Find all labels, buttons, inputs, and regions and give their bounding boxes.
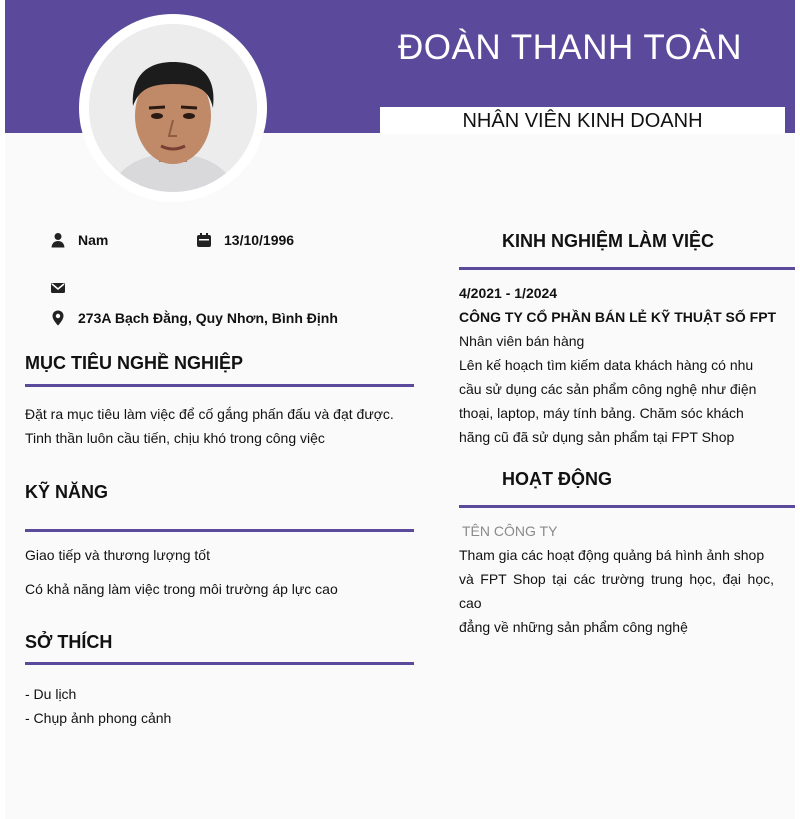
hobby-item: - Du lịch (25, 686, 77, 702)
activity-line: và FPT Shop tại các trường trung học, đại học, cao (459, 571, 774, 611)
birthday-text: 13/10/1996 (224, 232, 295, 248)
experience-position: Nhân viên bán hàng (459, 333, 585, 349)
avatar-ring (79, 14, 267, 202)
skills-title: KỸ NĂNG (25, 482, 109, 502)
job-title-box (380, 107, 785, 134)
calendar-icon (196, 232, 212, 248)
skill-item: Có khả năng làm việc trong môi trường áp lực cao (25, 581, 338, 597)
gender-text: Nam (78, 232, 109, 248)
activity-company-placeholder: TÊN CÔNG TY (462, 523, 558, 539)
experience-period: 4/2021 - 1/2024 (459, 285, 558, 301)
objective-rule (25, 384, 414, 387)
activities-rule (459, 505, 795, 508)
hobby-item: - Chụp ảnh phong cảnh (25, 710, 172, 726)
experience-line: thoại, laptop, máy tính bảng. Chăm sóc khách (459, 405, 744, 421)
address-text: 273A Bạch Đằng, Quy Nhơn, Bình Định (78, 310, 338, 326)
activities-description (459, 543, 774, 639)
experience-description (459, 353, 774, 449)
location-pin-icon (50, 310, 66, 326)
hobbies-title: SỞ THÍCH (25, 632, 113, 652)
activity-line: Tham gia các hoạt động quảng bá hình ảnh shop (459, 547, 765, 563)
hobbies-rule (25, 662, 414, 665)
skills-rule (25, 529, 414, 532)
mail-icon (50, 280, 66, 296)
experience-line: cầu sử dụng các sản phẩm công nghệ như điện (459, 381, 757, 397)
experience-company: CÔNG TY CỔ PHẦN BÁN LẺ KỸ THUẬT SỐ FPT (459, 309, 777, 325)
experience-rule (459, 267, 795, 270)
objective-text (25, 402, 414, 450)
email-row (50, 280, 78, 296)
experience-title: KINH NGHIỆM LÀM VIỆC (502, 231, 715, 251)
person-icon (50, 232, 66, 248)
experience-line: hãng cũ đã sử dụng sản phẩm tại FPT Shop (459, 429, 735, 445)
experience-line: Lên kế hoạch tìm kiếm data khách hàng có nhu (459, 357, 754, 373)
candidate-name: ĐOÀN THANH TOÀN (398, 28, 742, 67)
birthday-row (196, 232, 294, 248)
skill-item: Giao tiếp và thương lượng tốt (25, 547, 210, 563)
activities-title: HOẠT ĐỘNG (502, 469, 612, 489)
job-title: NHÂN VIÊN KINH DOANH (462, 110, 703, 132)
avatar (89, 24, 257, 192)
objective-line-1: Đặt ra mục tiêu làm việc để cố gắng phấn đấu và đạt được. (25, 406, 394, 422)
address-row (50, 310, 338, 326)
activity-line: đẳng về những sản phẩm công nghệ (459, 619, 688, 635)
gender-row (50, 232, 108, 248)
objective-line-2: Tinh thần luôn cầu tiến, chịu khó trong công việc (25, 430, 325, 446)
objective-title: MỤC TIÊU NGHỀ NGHIỆP (25, 353, 244, 373)
